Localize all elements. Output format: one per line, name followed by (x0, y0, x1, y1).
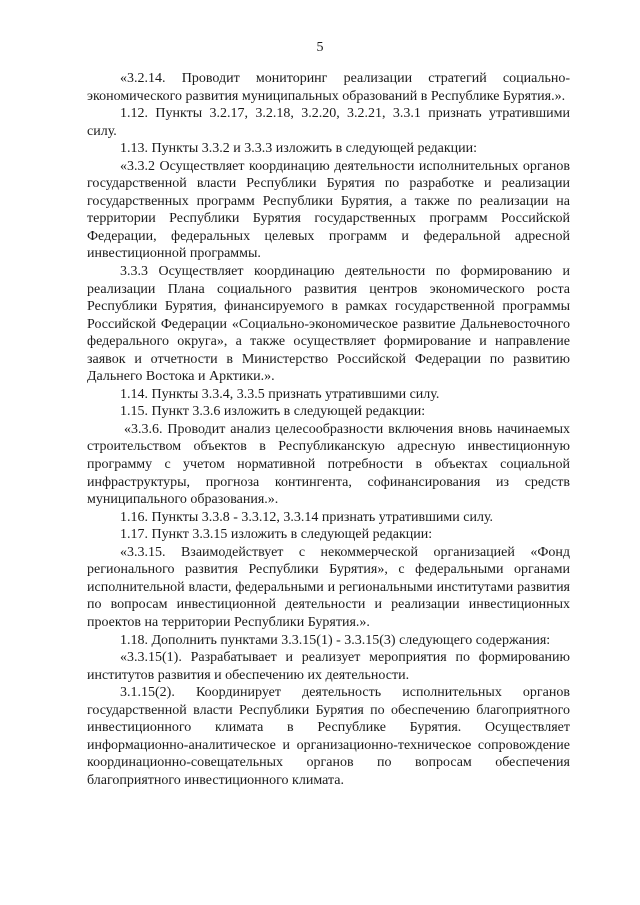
paragraph-1-14: 1.14. Пункты 3.3.4, 3.3.5 признать утратившими силу. (120, 386, 440, 402)
paragraph-3-3-3: 3.3.3 Осуществляет координацию деятельности по формированию и реализации Плана социального развития центров экономического роста Республики Бурятия, финансируемого в рамках государственной программы Российской Федерации «Социально-экономическое развитие Дальневосточного федерального округа», а также осуществляет формирование и направление заявок и отчетности в Министерство Российской Федерации по развитию Дальнего Востока и Арктики.». (87, 264, 570, 385)
paragraph-3-3-6: «3.3.6. Проводит анализ целесообразности включения вновь начинаемых строительством объектов в Республиканскую адресную инвестиционную программу с учетом нормативной потребности в объектах социальной инфраструктуры, прогноза контингента, софинансирования из средств муниципального образования.». (87, 421, 570, 508)
paragraph-1-18: 1.18. Дополнить пунктами 3.3.15(1) - 3.3.15(3) следующего содержания: (120, 632, 551, 648)
paragraph-1-15: 1.15. Пункт 3.3.6 изложить в следующей редакции: (120, 404, 426, 420)
page-number: 5 (316, 40, 324, 55)
document-body (87, 70, 570, 789)
paragraph-1-17: 1.17. Пункт 3.3.15 изложить в следующей редакции: (120, 527, 433, 543)
paragraph-3-1-15-2: 3.1.15(2). Координирует деятельность исполнительных органов государственной власти Республики Бурятия по обеспечению благоприятного инвестиционного климата в Республике Бурятия. Осуществляет информационно-аналитическое и организационно-техническое сопровождение координационно-совещательных органов по вопросам обеспечения благоприятного инвестиционного климата. (87, 685, 570, 788)
paragraph-1-13: 1.13. Пункты 3.3.2 и 3.3.3 изложить в следующей редакции: (120, 141, 478, 157)
paragraph-3-2-14: «3.2.14. Проводит мониторинг реализации стратегий социально-экономического развития муниципальных образований в Республике Бурятия.». (87, 71, 570, 104)
paragraph-3-3-15: «3.3.15. Взаимодействует с некоммерческой организацией «Фонд регионального развития Республики Бурятия», с федеральными органами исполнительной власти, федеральными и региональными институтами развития по вопросам инвестиционной деятельности и реализации инвестиционных проектов на территории Республики Бурятия.». (87, 544, 570, 630)
paragraph-1-12: 1.12. Пункты 3.2.17, 3.2.18, 3.2.20, 3.2.21, 3.3.1 признать утратившими силу. (87, 106, 570, 139)
paragraph-1-16: 1.16. Пункты 3.3.8 - 3.3.12, 3.3.14 признать утратившими силу. (120, 509, 494, 525)
paragraph-3-3-2: «3.3.2 Осуществляет координацию деятельности исполнительных органов государственной власти Республики Бурятия по разработке и реализации государственных программ Республики Бурятия, а также по реализации на территории Республики Бурятия государственных программ Российской Федерации, федеральных целевых программ и федеральной адресной инвестиционной программы. (87, 158, 570, 262)
paragraph-3-3-15-1: «3.3.15(1). Разрабатывает и реализует мероприятия по формированию институтов развития и обеспечению их деятельности. (87, 650, 570, 683)
